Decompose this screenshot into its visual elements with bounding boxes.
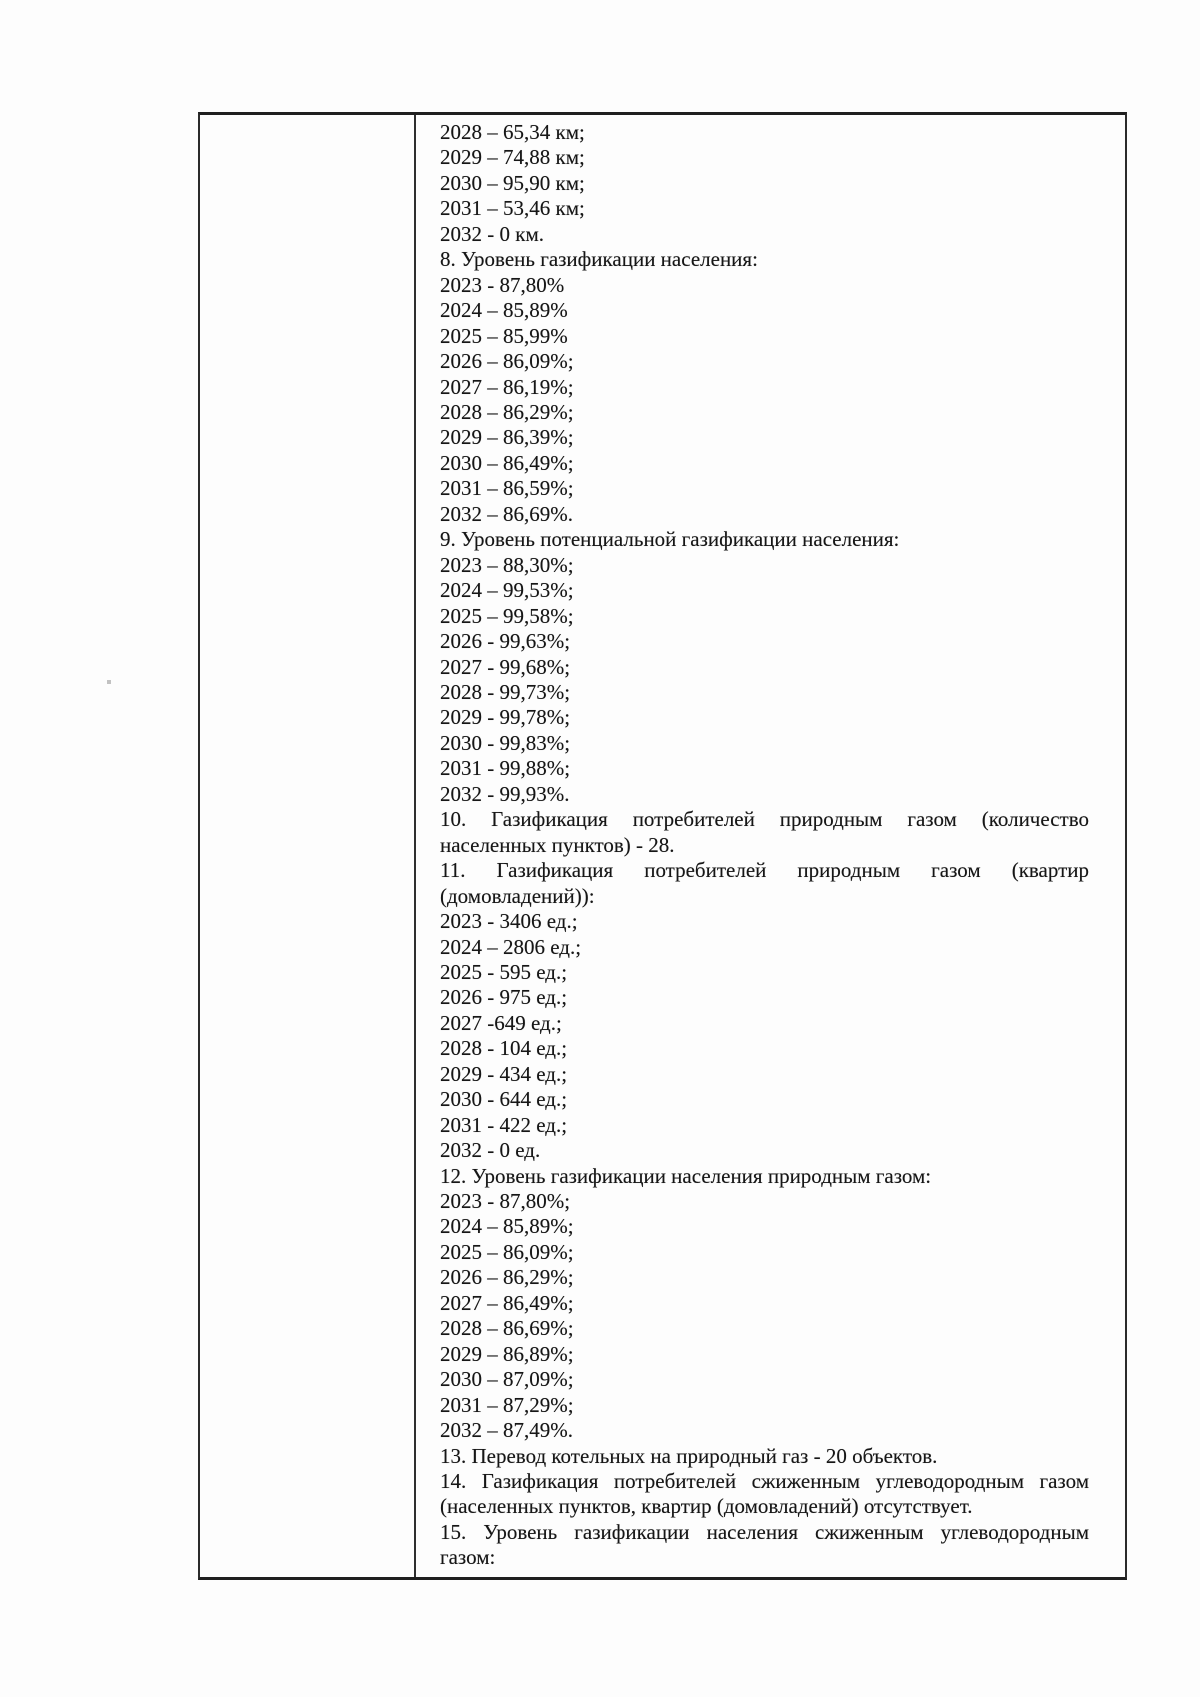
text-line: 10. Газификация потребителей природным газом (количество — [440, 807, 1089, 832]
text-line: 2032 - 99,93%. — [440, 781, 570, 806]
text-line: газом: — [440, 1545, 496, 1570]
text-line: 2027 – 86,49%; — [440, 1290, 574, 1315]
text-line: 2023 – 88,30%; — [440, 552, 574, 577]
text-line: 2026 - 975 ед.; — [440, 985, 568, 1010]
text-line: 2026 – 86,09%; — [440, 349, 574, 374]
text-line: 2027 -649 ед.; — [440, 1010, 562, 1035]
text-line: 2024 – 85,89% — [440, 298, 568, 323]
table-content-cell — [416, 115, 1125, 1577]
text-line: 2031 – 86,59%; — [440, 476, 574, 501]
text-line: 2027 - 99,68%; — [440, 654, 571, 679]
text-line: 2030 - 99,83%; — [440, 730, 571, 755]
text-line: 2028 - 104 ед.; — [440, 1036, 568, 1061]
text-line: 2030 – 86,49%; — [440, 450, 574, 475]
text-line: 2032 – 87,49%. — [440, 1418, 573, 1443]
document-table — [198, 112, 1127, 1580]
text-line: 2029 – 86,39%; — [440, 425, 574, 450]
text-line: 2025 – 99,58%; — [440, 603, 574, 628]
text-line: 2030 – 95,90 км; — [440, 170, 585, 195]
text-line: 2024 – 85,89%; — [440, 1214, 574, 1239]
text-line: 2025 - 595 ед.; — [440, 959, 568, 984]
scan-artifact-speck — [107, 680, 111, 684]
text-line: 12. Уровень газификации населения природным газом: — [440, 1163, 932, 1188]
text-line: (населенных пунктов, квартир (домовладений) отсутствует. — [440, 1494, 973, 1519]
text-line: 11. Газификация потребителей природным газом (квартир — [440, 858, 1089, 883]
text-line: 2023 - 87,80%; — [440, 1189, 571, 1214]
text-line: 2028 – 86,69%; — [440, 1316, 574, 1341]
text-line: 2025 – 85,99% — [440, 323, 568, 348]
text-line: 2028 - 99,73%; — [440, 679, 571, 704]
text-line: 2024 – 99,53%; — [440, 578, 574, 603]
text-line: 2030 – 87,09%; — [440, 1367, 574, 1392]
text-line: 2029 - 434 ед.; — [440, 1061, 568, 1086]
text-line: 14. Газификация потребителей сжиженным углеводородным газом — [440, 1469, 1089, 1494]
text-line: 2032 - 0 км. — [440, 221, 544, 246]
text-line: 15. Уровень газификации населения сжиженным углеводородным — [440, 1519, 1089, 1544]
text-line: 2028 – 65,34 км; — [440, 120, 585, 144]
text-line: 2023 - 87,80% — [440, 272, 565, 297]
text-line: 2032 - 0 ед. — [440, 1138, 541, 1163]
text-line: 2028 – 86,29%; — [440, 399, 574, 424]
text-line: 2032 – 86,69%. — [440, 501, 573, 526]
text-line: 2029 – 74,88 км; — [440, 145, 585, 170]
table-left-column-empty-cell — [200, 115, 416, 1577]
text-line: 2031 – 53,46 км; — [440, 196, 585, 221]
text-line: 2031 – 87,29%; — [440, 1392, 574, 1417]
text-line: 2023 - 3406 ед.; — [440, 909, 578, 934]
text-line: населенных пунктов) - 28. — [440, 832, 675, 857]
text-line: 2030 - 644 ед.; — [440, 1087, 568, 1112]
text-line: (домовладений)): — [440, 883, 595, 908]
text-line: 2026 – 86,29%; — [440, 1265, 574, 1290]
text-line: 2031 - 422 ед.; — [440, 1112, 568, 1137]
text-line: 8. Уровень газификации населения: — [440, 247, 758, 272]
text-line: 2024 – 2806 ед.; — [440, 934, 582, 959]
text-line: 2029 - 99,78%; — [440, 705, 571, 730]
text-line: 2027 – 86,19%; — [440, 374, 574, 399]
text-line: 13. Перевод котельных на природный газ - 20 объектов. — [440, 1443, 938, 1468]
text-line: 2026 - 99,63%; — [440, 629, 571, 654]
text-line: 2031 - 99,88%; — [440, 756, 571, 781]
text-line: 2029 – 86,89%; — [440, 1341, 574, 1366]
text-line: 9. Уровень потенциальной газификации населения: — [440, 527, 900, 552]
text-line: 2025 – 86,09%; — [440, 1239, 574, 1264]
